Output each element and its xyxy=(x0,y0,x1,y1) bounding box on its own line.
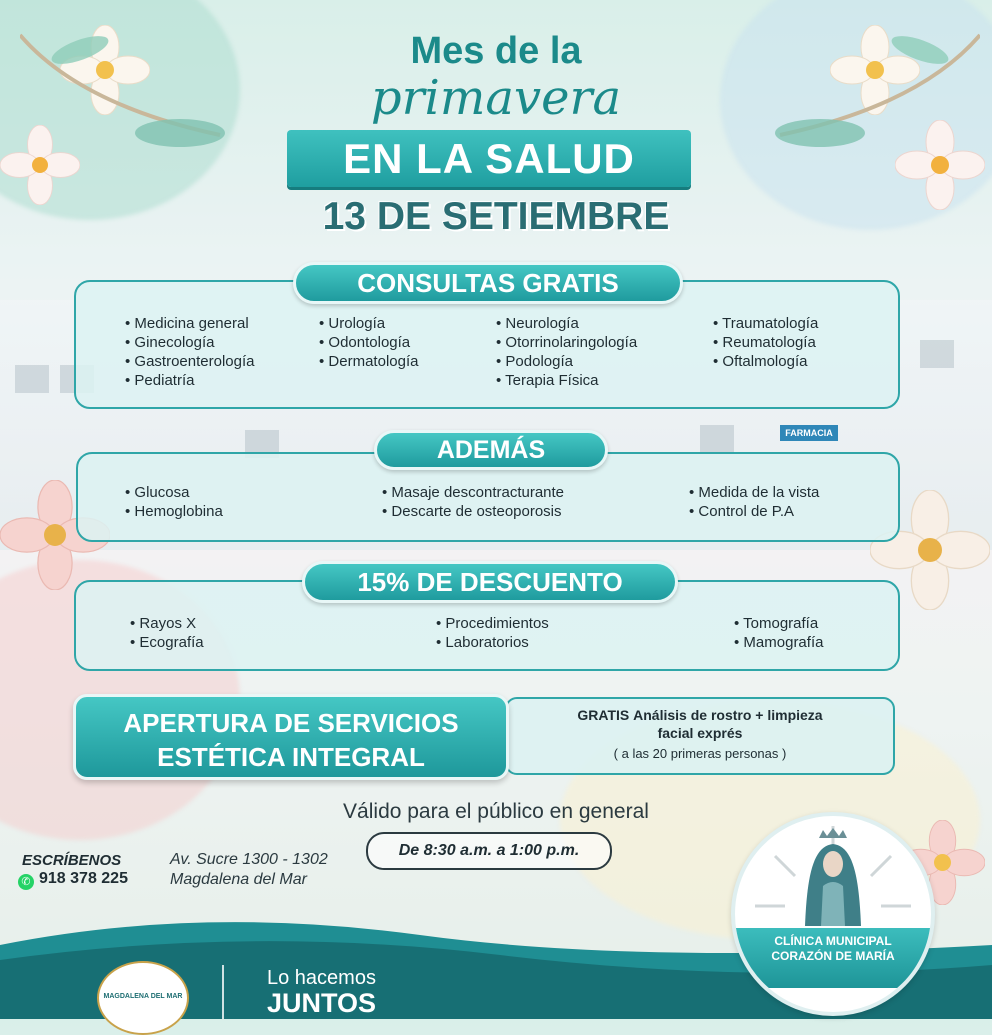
list-item: • Terapia Física xyxy=(496,371,637,390)
address xyxy=(170,850,328,890)
list-item: • Traumatología xyxy=(713,314,818,333)
consultas-column xyxy=(496,314,637,390)
consultas-column xyxy=(125,314,255,390)
descuento-column xyxy=(130,614,204,652)
list-item: • Mamografía xyxy=(734,633,823,652)
valid-notice: Válido para el público en general xyxy=(343,800,649,823)
gratis-text: Análisis de rostro + limpieza xyxy=(633,707,823,723)
gratis-offer-line xyxy=(507,707,893,723)
list-item: • Masaje descontracturante xyxy=(382,483,564,502)
clinic-name-line-1: CLÍNICA MUNICIPAL xyxy=(774,934,892,948)
title-banner: EN LA SALUD xyxy=(287,130,691,187)
contact-label: ESCRÍBENOS xyxy=(22,852,122,869)
slogan-line-1: Lo hacemos xyxy=(267,967,376,989)
list-item: • Hemoglobina xyxy=(125,502,223,521)
gratis-text-2: facial exprés xyxy=(657,725,743,741)
list-item: • Ginecología xyxy=(125,333,255,352)
address-line-2: Magdalena del Mar xyxy=(170,871,307,888)
schedule-badge: De 8:30 a.m. a 1:00 p.m. xyxy=(366,832,612,870)
ademas-column xyxy=(689,483,819,521)
ademas-title: ADEMÁS xyxy=(374,430,608,470)
clinic-name-line-2: CORAZÓN DE MARÍA xyxy=(771,949,895,963)
list-item: • Dermatología xyxy=(319,352,418,371)
list-item: • Oftalmología xyxy=(713,352,818,371)
phone-text: 918 378 225 xyxy=(39,870,128,887)
list-item: • Otorrinolaringología xyxy=(496,333,637,352)
list-item: • Rayos X xyxy=(130,614,204,633)
apertura-banner xyxy=(73,694,509,780)
consultas-title: CONSULTAS GRATIS xyxy=(293,262,683,304)
list-item: • Medida de la vista xyxy=(689,483,819,502)
footer-divider xyxy=(222,965,224,1019)
descuento-column xyxy=(734,614,823,652)
list-item: • Odontología xyxy=(319,333,418,352)
list-item: • Control de P.A xyxy=(689,502,819,521)
list-item: • Medicina general xyxy=(125,314,255,333)
list-item: • Neurología xyxy=(496,314,637,333)
list-item: • Podología xyxy=(496,352,637,371)
clinic-logo xyxy=(731,812,935,1016)
title-line-2: primavera xyxy=(370,70,622,126)
gratis-offer-box xyxy=(505,697,895,775)
ademas-column xyxy=(125,483,223,521)
gratis-offer-line-2 xyxy=(507,725,893,741)
consultas-column xyxy=(319,314,418,371)
gratis-note: ( a las 20 primeras personas ) xyxy=(613,746,787,761)
municipality-logo xyxy=(97,961,189,1035)
list-item: • Gastroenterología xyxy=(125,352,255,371)
whatsapp-icon: ✆ xyxy=(18,874,34,890)
descuento-title: 15% DE DESCUENTO xyxy=(302,561,678,603)
list-item: • Procedimientos xyxy=(436,614,549,633)
list-item: • Ecografía xyxy=(130,633,204,652)
farmacia-sign: FARMACIA xyxy=(780,425,838,441)
list-item: • Laboratorios xyxy=(436,633,549,652)
slogan-line-2: JUNTOS xyxy=(267,988,377,1018)
list-item: • Descarte de osteoporosis xyxy=(382,502,564,521)
ademas-column xyxy=(382,483,564,521)
list-item: • Reumatología xyxy=(713,333,818,352)
event-date: 13 DE SETIEMBRE xyxy=(322,195,670,238)
list-item: • Pediatría xyxy=(125,371,255,390)
title-line-1: Mes de la xyxy=(410,30,582,72)
apertura-line-2: ESTÉTICA INTEGRAL xyxy=(157,742,425,772)
municipality-logo-text: MAGDALENA DEL MAR xyxy=(103,993,183,1000)
list-item: • Urología xyxy=(319,314,418,333)
consultas-column xyxy=(713,314,818,371)
list-item: • Glucosa xyxy=(125,483,223,502)
phone-number[interactable] xyxy=(18,870,128,890)
list-item: • Tomografía xyxy=(734,614,823,633)
apertura-line-1: APERTURA DE SERVICIOS xyxy=(123,708,459,738)
descuento-column xyxy=(436,614,549,652)
gratis-label: GRATIS xyxy=(577,707,630,723)
address-line-1: Av. Sucre 1300 - 1302 xyxy=(170,851,328,868)
